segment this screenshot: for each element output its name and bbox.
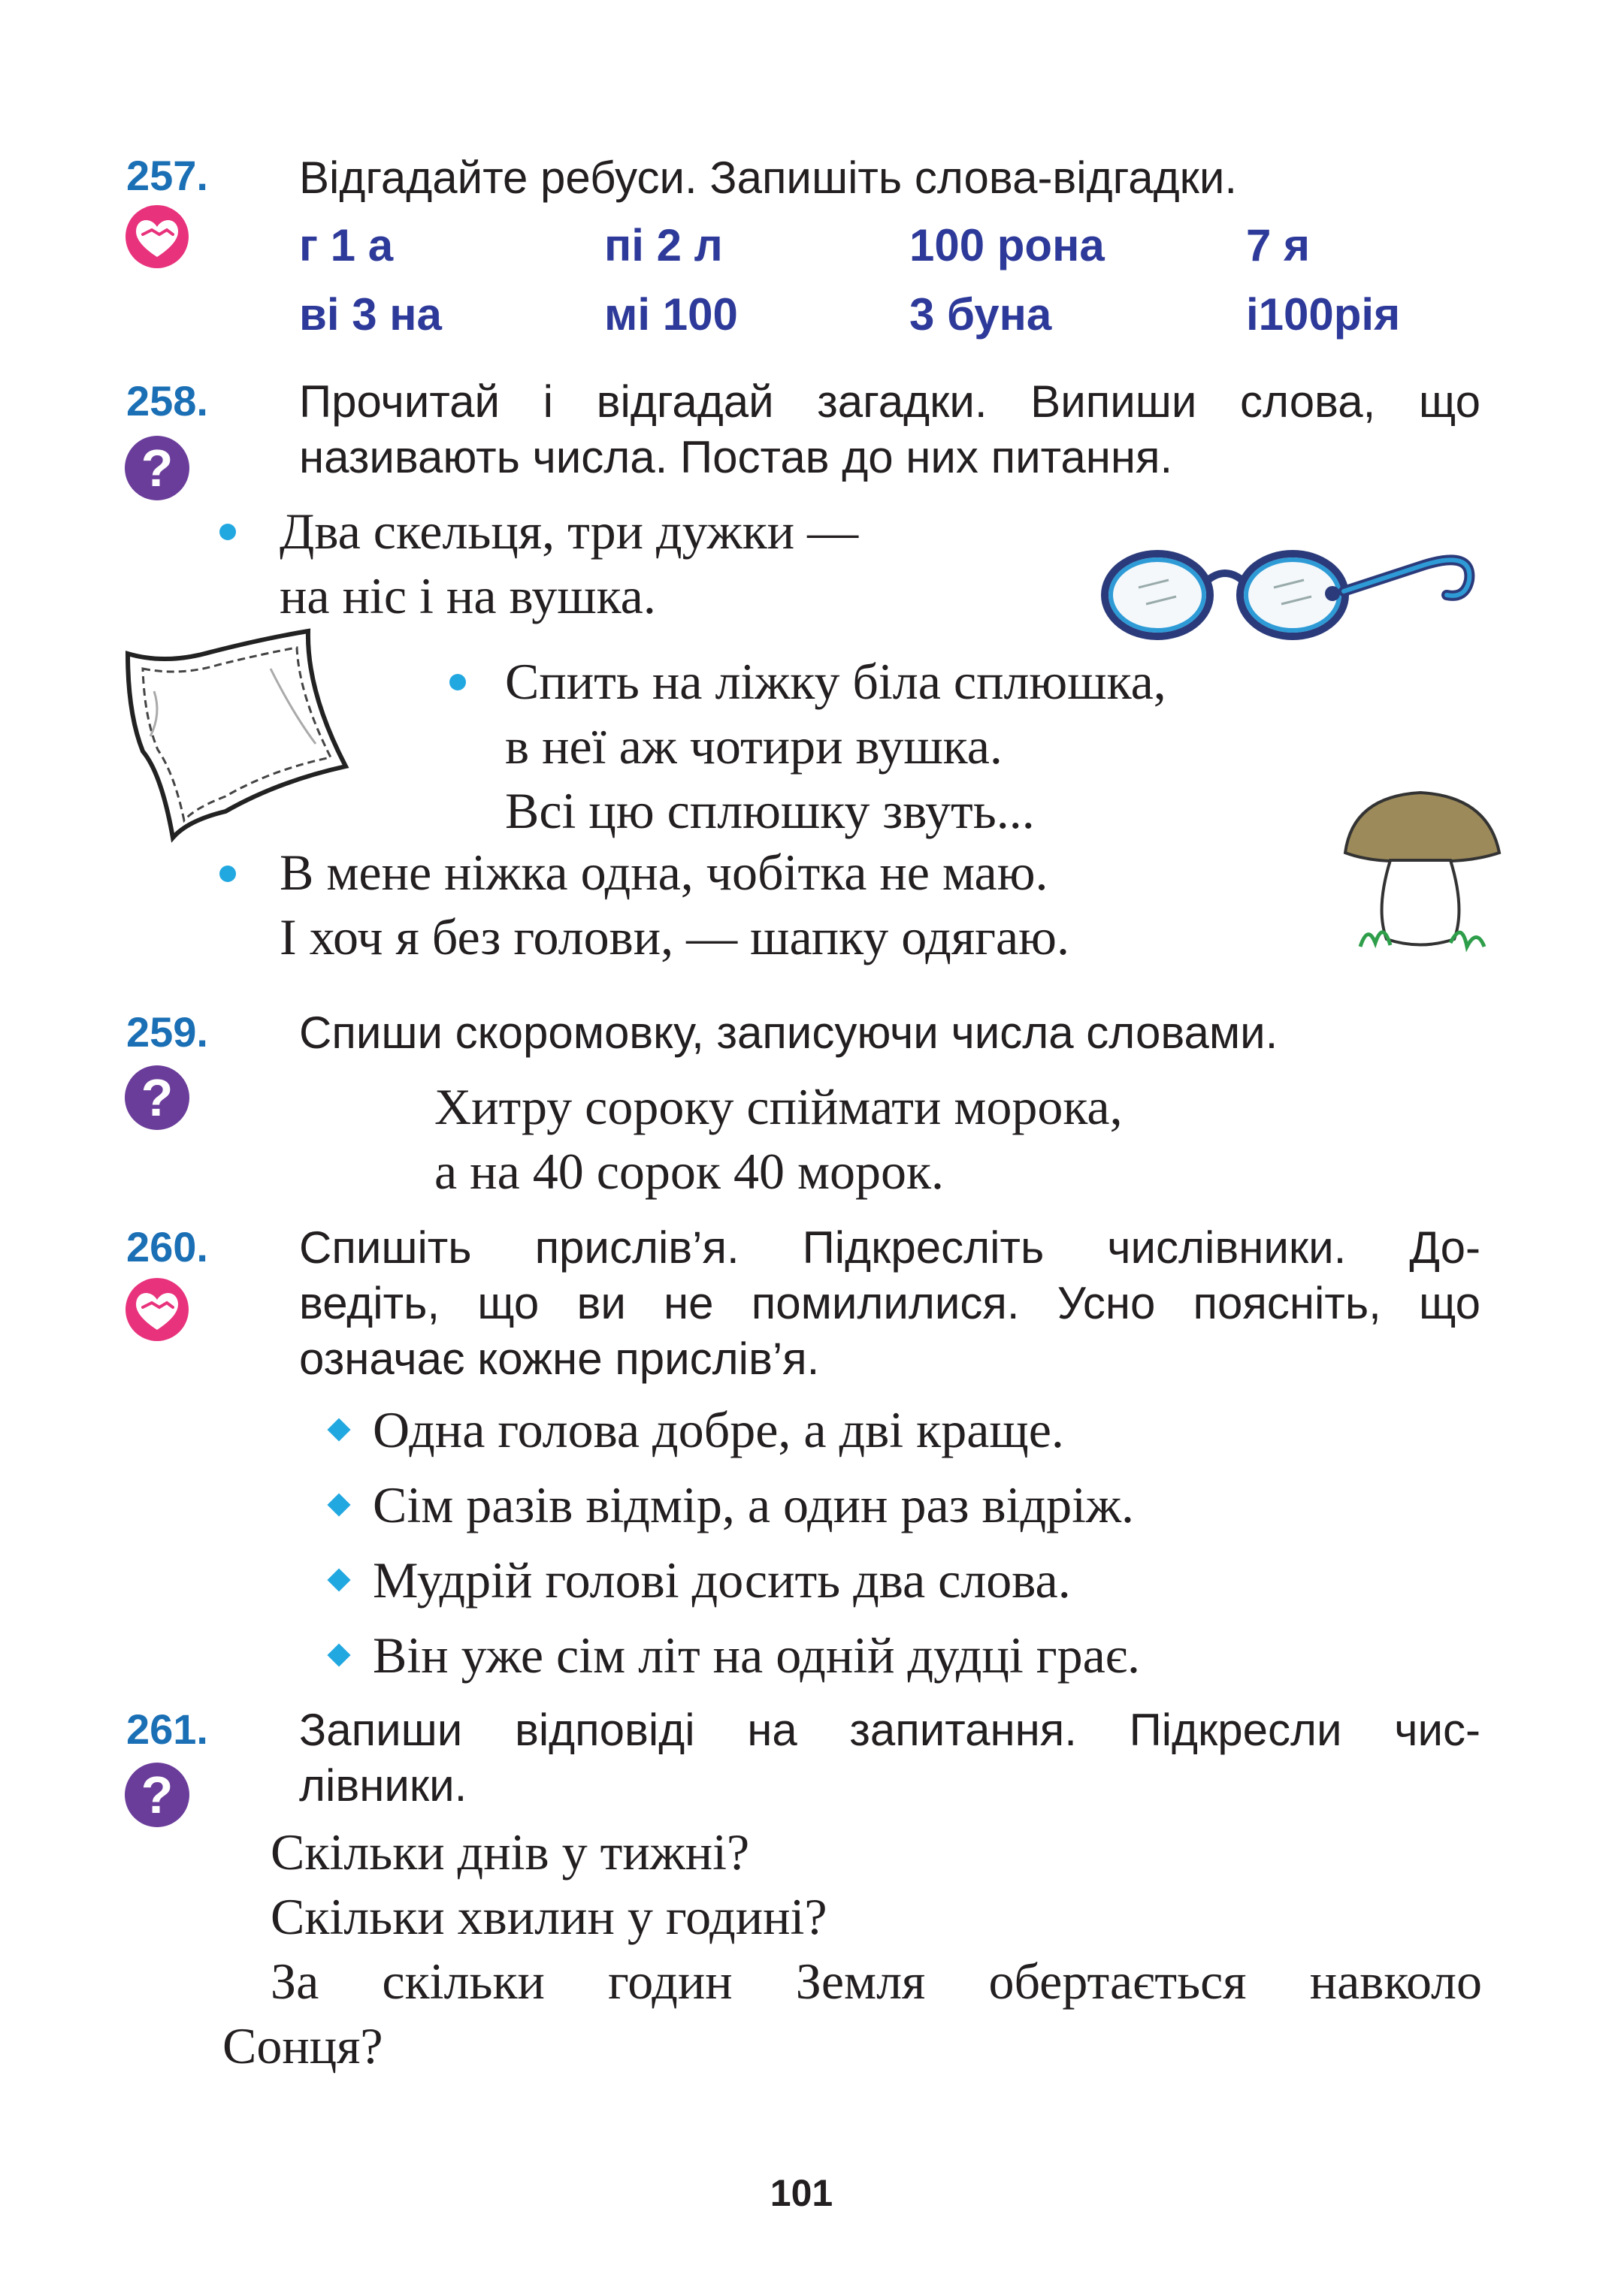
exercise-260-line-3: означає кожне прислів’я. (299, 1334, 820, 1384)
pillow-illustration (120, 624, 368, 849)
exercise-260-line-2: ведіть, що ви не помилилися. Усно поясніть, що (299, 1278, 1481, 1328)
rebus-2: пі 2 л (604, 220, 723, 270)
riddle-1-line-1: Два скельця, три дужки — (280, 503, 859, 560)
exercise-261-line-2: лівники. (299, 1760, 467, 1811)
exercise-257-text: Відгадайте ребуси. Запишіть слова-відгадки. (299, 153, 1238, 203)
question-icon: ? (125, 1763, 189, 1827)
rebus-5: ві 3 на (299, 289, 442, 340)
proverb-4: Він уже сім літ на одній дудці грає. (373, 1627, 1140, 1684)
proverb-3: Мудрій голові досить два слова. (373, 1551, 1071, 1609)
question-icon: ? (125, 436, 189, 500)
exercise-number-261: 261. (126, 1705, 208, 1753)
riddle-2-line-2: в неї аж чотири вушка. (505, 718, 1003, 775)
question-icon: ? (125, 1065, 189, 1130)
exercise-258-line-1: Прочитай і відгадай загадки. Випиши слова, що (299, 376, 1481, 427)
exercise-260-line-1: Спишіть прислів’я. Підкресліть числівники. До- (299, 1222, 1481, 1273)
bullet-icon (449, 674, 466, 690)
rebus-4: 7 я (1246, 220, 1311, 270)
riddle-2-line-3: Всі цю сплюшку звуть... (505, 782, 1035, 839)
exercise-259-text: Спиши скоромовку, записуючи числа словами. (299, 1008, 1278, 1058)
exercise-number-260: 260. (126, 1223, 208, 1270)
riddle-1-line-2: на ніс і на вушка. (280, 567, 656, 624)
riddle-3-line-2: І хоч я без голови, — шапку одягаю. (280, 908, 1069, 965)
bullet-icon (219, 866, 236, 882)
rebus-8: і100рія (1246, 289, 1401, 340)
proverb-1: Одна голова добре, а дві краще. (373, 1401, 1064, 1458)
diamond-bullet-icon (327, 1568, 350, 1591)
tongue-twister-line-1: Хитру сороку спіймати морока, (434, 1078, 1123, 1135)
mushroom-illustration (1330, 781, 1511, 962)
riddle-3-line-1: В мене ніжка одна, чобітка не маю. (280, 844, 1048, 901)
diamond-bullet-icon (327, 1493, 350, 1516)
riddle-2-line-1: Спить на ліжку біла сплюшка, (505, 653, 1166, 710)
rebus-1: г 1 а (299, 220, 394, 270)
question-2: Скільки хвилин у годині? (271, 1888, 827, 1945)
diamond-bullet-icon (327, 1643, 350, 1666)
rebus-6: мі 100 (604, 289, 738, 340)
exercise-261-line-1: Запиши відповіді на запитання. Підкресли чис- (299, 1705, 1481, 1755)
glasses-illustration (1093, 535, 1484, 648)
exercise-number-257: 257. (126, 152, 208, 199)
question-3-line-1: За скільки годин Земля обертається навколо (271, 1953, 1482, 2010)
question-3-line-2: Сонця? (222, 2017, 383, 2074)
diamond-bullet-icon (327, 1418, 350, 1441)
handshake-heart-icon (125, 204, 189, 269)
handshake-heart-icon (125, 1277, 189, 1342)
rebus-7: 3 буна (909, 289, 1052, 340)
bullet-icon (219, 524, 236, 540)
exercise-number-259: 259. (126, 1008, 208, 1056)
proverb-2: Сім разів відмір, а один раз відріж. (373, 1476, 1134, 1533)
rebus-3: 100 рона (909, 220, 1105, 270)
page-number: 101 (770, 2172, 833, 2214)
question-1: Скільки днів у тижні? (271, 1823, 750, 1881)
tongue-twister-line-2: а на 40 сорок 40 морок. (434, 1143, 945, 1200)
exercise-258-line-2: називають числа. Постав до них питання. (299, 432, 1173, 482)
exercise-number-258: 258. (126, 377, 208, 424)
